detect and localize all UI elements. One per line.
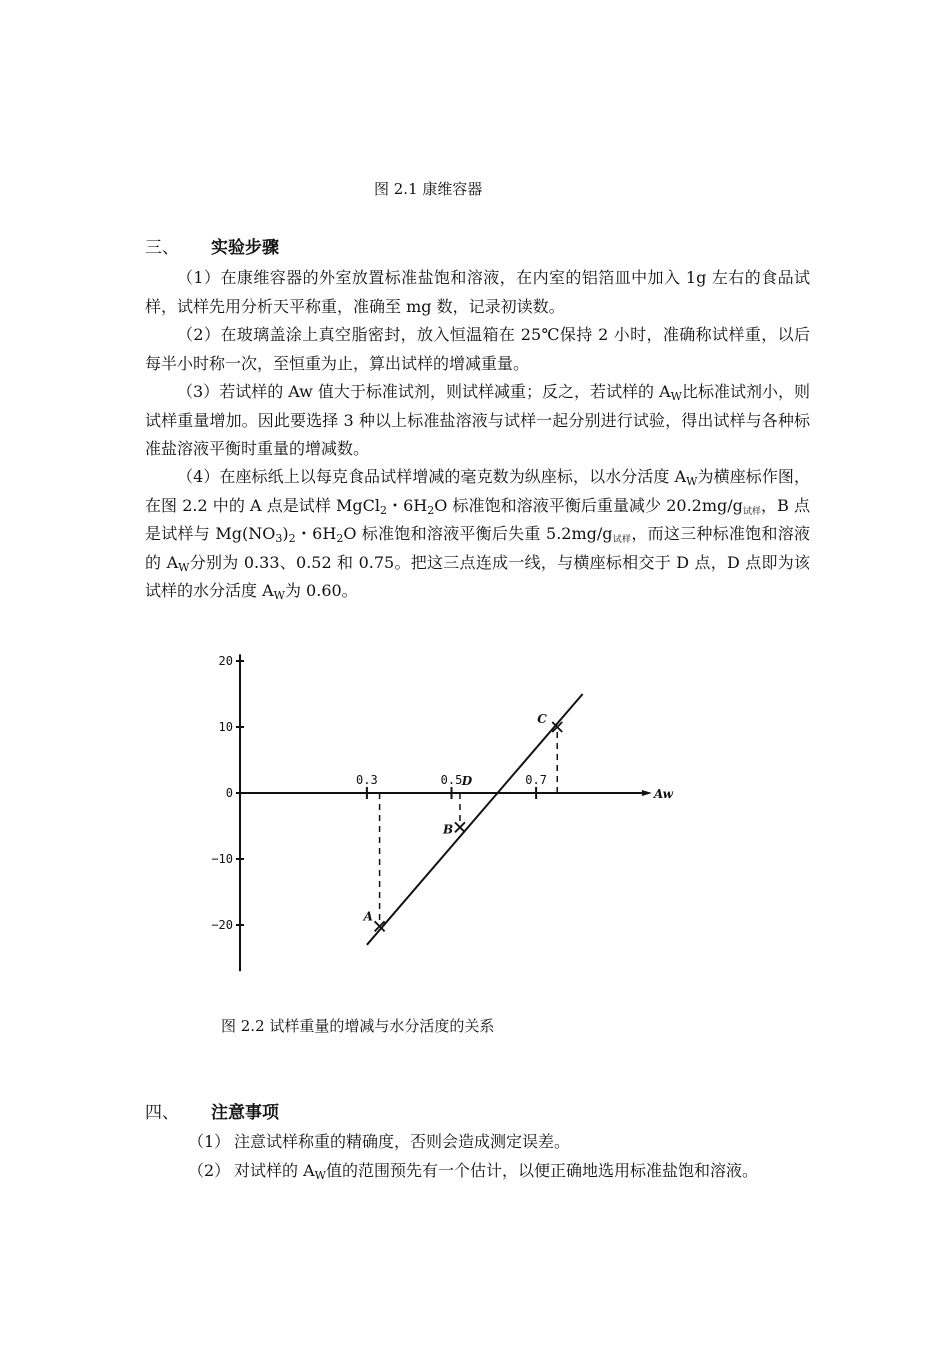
data-point-label: A <box>363 909 373 924</box>
paragraph-step-4: （4）在座标纸上以每克食品试样增减的毫克数为纵座标，以水分活度 $A_W$为横座标作图，在图 2.2 中的 A 点是试样 MgCl$_2$・$6H_2O$ 标准饱和溶液平衡后重量减少 $20.2mg/g_{试样}$，B 点是试样与 $Mg(NO_3)_2$・$6H_2O$ 标准饱和溶液平衡后失重 $5.2mg/g_{试样}$，而这三种标准饱和溶液的 $A_W$分别为 0.33、0.52 和 0.75。把这三点连成一线，与横座标相交于 D 点，D 点即为该试样的水分活度 $A_W$为 0.60。 <box>145 467 810 602</box>
note-item-1: （1） 注意试样称重的精确度，否则会造成测定误差。 <box>188 1132 571 1151</box>
data-point-label: C <box>537 712 547 726</box>
intersection-label: D <box>461 774 473 788</box>
y-tick-label: 10 <box>218 720 233 734</box>
x-tick-label: 0.7 <box>525 773 547 787</box>
y-tick-label: −20 <box>211 918 233 932</box>
data-point-marker <box>455 822 465 832</box>
aw-weight-chart <box>180 640 700 985</box>
x-axis-label: Aw <box>653 787 674 801</box>
section-3-heading <box>145 236 279 260</box>
chart-svg <box>180 640 700 985</box>
x-axis-arrow <box>642 790 652 796</box>
section-title: 注意事项 <box>211 1103 279 1123</box>
note-item-2: （2） 对试样的 $A_W$值的范围预先有一个估计，以便正确地选用标准盐饱和溶液。 <box>188 1161 758 1182</box>
paragraph-step-2: （2）在玻璃盖涂上真空脂密封，放入恒温箱在 25℃保持 2 小时，准确称试样重，以后每半小时称一次，至恒重为止，算出试样的增减重量。 <box>145 325 810 373</box>
fit-line <box>367 694 583 945</box>
y-tick-label: −10 <box>211 852 233 866</box>
data-point-label: B <box>442 822 454 837</box>
section-title: 实验步骤 <box>211 238 279 258</box>
x-tick-label: 0.3 <box>356 773 378 787</box>
section-number: 四、 <box>145 1103 179 1123</box>
figure-2-2-caption: 图 2.2 试样重量的增减与水分活度的关系 <box>221 1017 495 1035</box>
y-tick-label: 0 <box>225 786 233 800</box>
figure-2-1-caption: 图 2.1 康维容器 <box>374 180 483 198</box>
paragraph-step-3: （3）若试样的 Aw 值大于标准试剂，则试样减重；反之，若试样的 $A_W$比标准试剂小，则试样重量增加。因此要选择 3 种以上标准盐溶液与试样一起分别进行试验，得出试样与各种标准盐溶液平衡时重量的增减数。 <box>145 382 810 458</box>
x-tick-label: 0.5 <box>440 773 463 787</box>
paragraph-step-1: （1）在康维容器的外室放置标准盐饱和溶液，在内室的铝箔皿中加入 1g 左右的食品试样，试样先用分析天平称重，准确至 mg 数，记录初读数。 <box>145 268 810 316</box>
y-tick-label: 20 <box>218 654 233 668</box>
section-4-heading <box>145 1101 279 1125</box>
section-number: 三、 <box>145 238 179 258</box>
